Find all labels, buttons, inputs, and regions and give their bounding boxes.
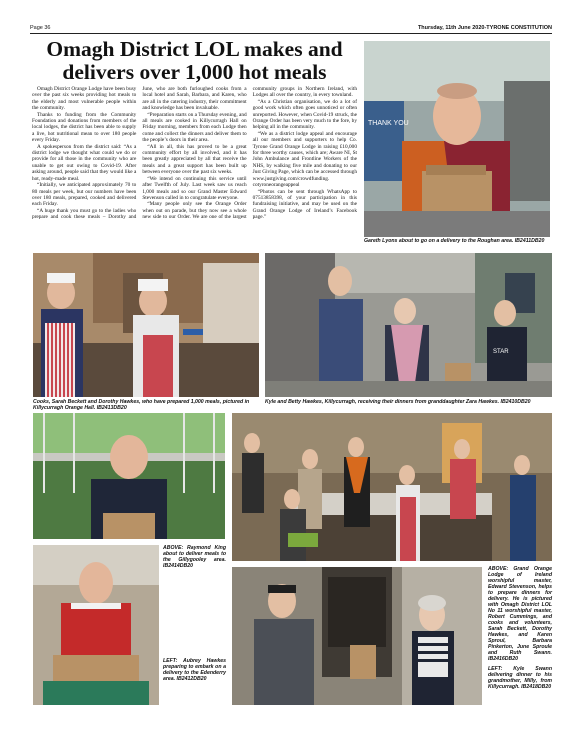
- photo-raymond-king: [33, 413, 225, 539]
- paragraph: “All in all, this has proved to be a great community effort by all involved, and it has been greatly appreciated by all that receive the meals and a great support has been built up between everyone over the past six weeks.: [142, 143, 247, 176]
- banner-text: THANK YOU: [368, 120, 409, 127]
- paragraph: Omagh District Orange Lodge have been busy over the past six weeks providing hot meals to the elderly and most vulnerable people within the community.: [32, 86, 137, 112]
- shirt-text: STAR: [493, 349, 509, 355]
- paragraph: “As a Christian organisation, we do a lot of good work which often goes unnoticed or often unreported. However, when Covid-19 struck, the Orange Order has been very much to the fore, by helping all in the community.: [252, 98, 357, 131]
- page-number: Page 36: [30, 25, 51, 31]
- paragraph: “Preparation starts on a Thursday evening, and all meals are cooked in Killycurragh Hall on Friday morning, members from each Lodge then come and collect the dinners and deliver them to the people’s doors in their area.: [142, 111, 247, 144]
- paragraph: “We intend on continuing this service until after Twelfth of July. Last week saw us reach 1,000 meals and so our Grand Master Edward Stevenson called in to congratulate everyone.: [142, 175, 247, 201]
- paragraph: “Many people only see the Orange Order when out on parade, but they now see a whole new side to our Order. We are one of the largest community groups in Northern Ireland, with Lodges all over the country, in every townland.: [142, 86, 357, 221]
- article-body: [32, 86, 357, 244]
- caption-cooks: Cooks, Sarah Beckett and Dorothy Hawkes, who have prepared 1,000 meals, pictured in Killycurragh Orange Hall. IB2413DB20: [33, 399, 250, 411]
- caption-kyle-swann: LEFT: Kyle Swann delivering dinner to his grandmother, Milly, from Killycurragh. IB2418DB20: [488, 666, 552, 690]
- paragraph: A spokesperson from the district said: “As a district lodge we thought what could we do or provide for all those in the community who are unable to get out owing to Covid-19. After asking around, people said that they would like a hot, ready-made meal.: [32, 143, 137, 182]
- article-headline: Omagh District LOL makes and delivers over 1,000 hot meals: [46, 37, 343, 84]
- paragraph: Thanks to funding from the Community Foundation and donations from members of the local lodges, the district has been able to supply a live, hot nutritional mean to over 180 people every Friday.: [32, 111, 137, 144]
- paragraph: “Photos can be sent through WhatsApp to 07513858398, of your participation in this fundraising initiative, and may be used on the Grand Orange Lodge of Ireland’s Facebook page.”: [252, 188, 357, 221]
- caption-kyle-betty: Kyle and Betty Hawkes, Killycurragh, receiving their dinners from granddaughter Zara Hawkes. IB2410DB20: [265, 399, 531, 405]
- photo-kyle-betty: [265, 253, 552, 397]
- caption-grand: ABOVE: Grand Orange Lodge of Ireland worshipful master, Edward Stevenson, helps to prepare dinners for delivery. He is pictured with Omagh District LOL No 11 worshipful master, Robert Cummings, and cooks and volunteers, Sarah Beckett, Dorothy Hawkes, and Karen Sproul, Barbara Pinkerton, June Sproule and Ruth Swann. IB2416DB20: [488, 566, 552, 662]
- caption-gareth: Gareth Lyons about to go on a delivery to the Roughan area. IB2411DB20: [364, 238, 545, 244]
- photo-kyle-swann: [232, 567, 482, 705]
- photo-aubrey-hawkes: [33, 545, 159, 705]
- caption-raymond: ABOVE: Raymond King about to deliver meals to the Gillygooley area. IB2414DB20: [163, 545, 226, 569]
- photo-cooks: [33, 253, 259, 397]
- photo-gareth-lyons: [364, 41, 550, 237]
- photo-grand-master: [232, 413, 552, 561]
- publication-date: Thursday, 11th June 2020-TYRONE CONSTITUTION: [417, 25, 552, 31]
- paragraph: “We as a district lodge appeal and encourage all our members and supporters to help Co. Tyrone Grand Orange Lodge in raising £10,000 for three worthy causes, which are; Aware NI, St John Ambulance and Frontline Workers of the NHS, by walking five mile and donating to our Just Giving Page, which can be accessed through www.justgiving.com/crowdfunding. cotyroneorangeappeal: [252, 130, 357, 189]
- page-header: [30, 24, 552, 34]
- paragraph: “Initially, we anticipated approximately 70 to 80 meals per week, but our numbers have been over 180 meals, prepared, cooked and delivered each Friday.: [32, 182, 137, 208]
- paragraph: “A huge thank you must go to the ladies who prepare and cook these meals – Dorothy and June, who are both furloughed cooks from a local hotel and Sarah, Barbara, and Karen, who are all in the catering industry, their commitment and knowledge has been invaluable.: [32, 86, 247, 221]
- caption-aubrey: LEFT: Aubrey Hawkes preparing to embark on a delivery to the Edenderry area. IB2412DB20: [163, 658, 226, 682]
